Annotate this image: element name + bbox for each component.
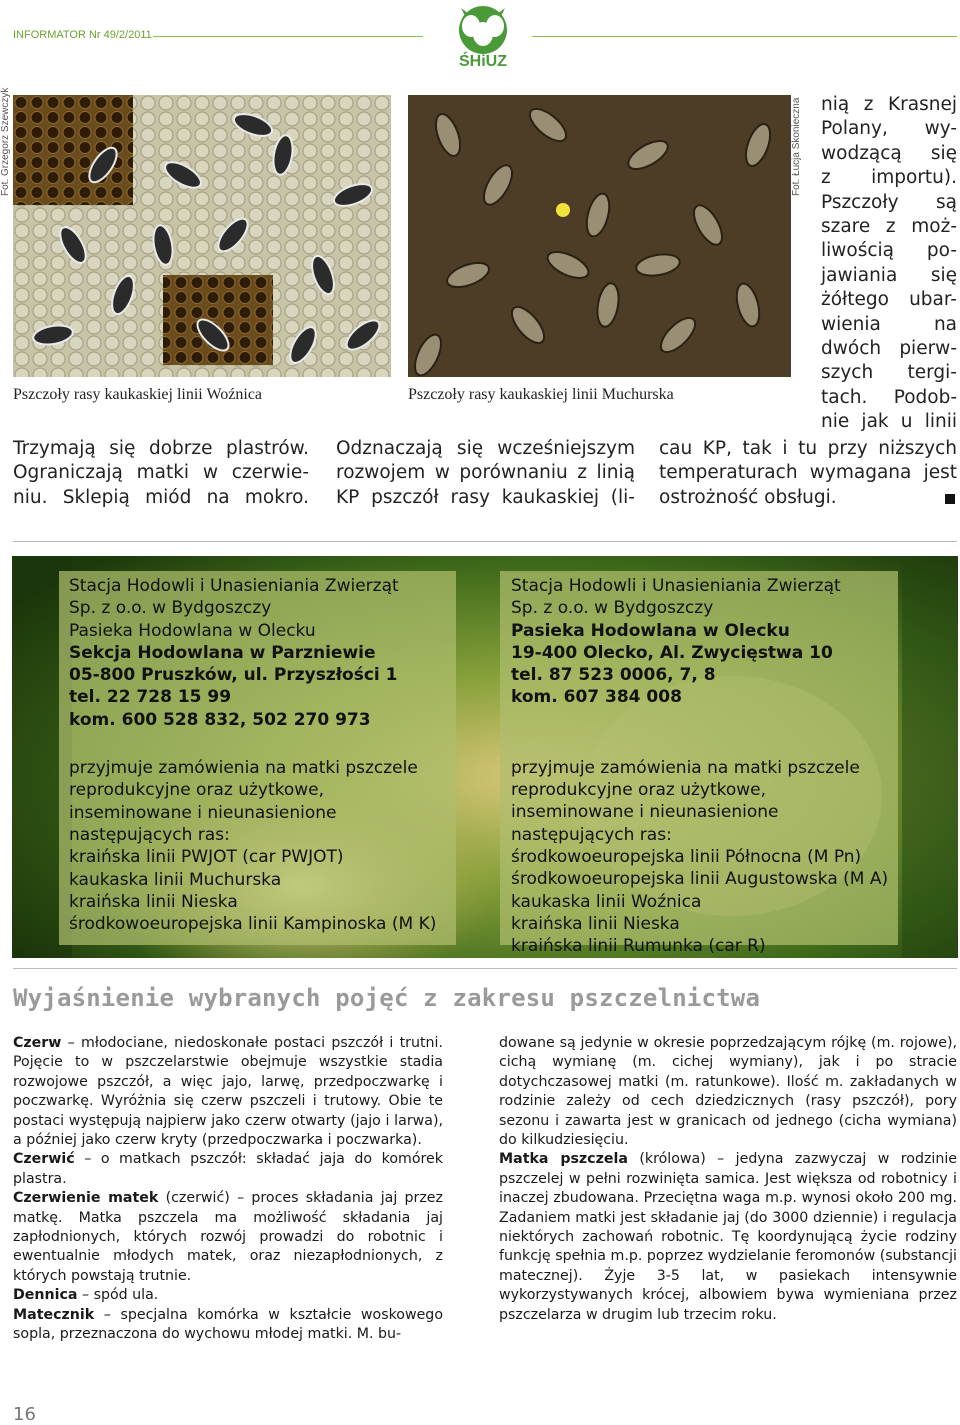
header-rule-right <box>532 36 957 37</box>
glossary-entry: dowane są jedynie w okresie poprzedzającym rójkę (m. rojowe), cichą wymianę (m. cichej wymiany), jak i po stracie dotychczasowej matki (m. ratunkowe). Ilość m. zakładanych w rodzinie zależy od cech dziedzicznych (rasy pszczół), pory sezonu i zawarta jest w granicach od jednego (cicha wymiana) do kilkudziesięciu. <box>499 1035 957 1149</box>
col3-line: wienia na <box>821 313 957 335</box>
advert-right-line: kaukaska linii Woźnica <box>511 891 702 912</box>
col3b-line: cau KP, tak i tu przy niższych <box>659 438 957 459</box>
glossary-entry: Czerwić – o matkach pszczół: składać jaja do komórek plastra. <box>13 1151 443 1187</box>
header-rule-left <box>153 36 423 37</box>
advert-left-line: inseminowane i nieunasienione <box>69 802 337 823</box>
col3-line: tach. Podob- <box>821 386 957 408</box>
col3-line: nie jak u linii <box>821 411 957 433</box>
advert-right-line: środkowoeuropejska linii Północna (M Pn) <box>511 846 862 867</box>
glossary-right-column <box>499 1034 957 1325</box>
column-2-text <box>336 437 635 510</box>
col2-line: rozwojem w porównaniu z linią <box>336 462 635 484</box>
advert-right-line: Sp. z o.o. w Bydgoszczy <box>511 598 714 619</box>
photo-bees-muchurska <box>408 95 791 377</box>
advert-left-line: kraińska linii PWJOT (car PWJOT) <box>69 847 344 868</box>
photo-bees-woznica <box>13 95 391 377</box>
photo-credit-left: Fot. Grzegorz Szewczyk <box>0 87 11 196</box>
advert-left-line: tel. 22 728 15 99 <box>69 687 232 708</box>
column-3-bottom-text <box>659 437 957 510</box>
col1-line: Ograniczają matki w czerwie- <box>13 462 309 484</box>
advert-right-line: reprodukcyjne oraz użytkowe, <box>511 780 767 801</box>
advert-right-line: tel. 87 523 0006, 7, 8 <box>511 665 716 686</box>
advert-left-line: reprodukcyjne oraz użytkowe, <box>69 780 325 801</box>
advert-right-line: kom. 607 384 008 <box>511 687 682 708</box>
advert-left-line: środkowoeuropejska linii Kampinoska (M K) <box>69 914 437 935</box>
advert-right-line: kraińska linii Nieska <box>511 913 680 934</box>
advert-left-text <box>69 575 436 935</box>
col1-line: niu. Sklepią miód na mokro. <box>13 486 309 508</box>
caption-woznica: Pszczoły rasy kaukaskiej linii Woźnica <box>13 386 263 403</box>
end-of-article-square <box>945 494 955 504</box>
svg-text:ŚHiUZ: ŚHiUZ <box>459 53 507 70</box>
col3-line: nią z Krasnej <box>821 94 957 115</box>
advert-right-line: środkowoeuropejska linii Augustowska (M A) <box>511 869 889 890</box>
column-1-text <box>13 437 309 510</box>
advert-right-line: przyjmuje zamówienia na matki pszczele <box>511 757 860 778</box>
col1-line: Trzymają się dobrze plastrów. <box>13 438 309 459</box>
col3-line: liwością po- <box>821 240 957 262</box>
advert-right-line: 19-400 Olecko, Al. Zwycięstwa 10 <box>511 642 833 663</box>
advert-left-line: przyjmuje zamówienia na matki pszczele <box>69 758 418 779</box>
col3b-line: ostrożność obsługi. <box>659 486 837 508</box>
glossary-entry: Matka pszczela (królowa) – jedyna zazwyczaj w rodzinie pszczelej w pełni rozwinięta samica. Jest większa od robotnicy i inaczej zbudowana. Przeciętna waga m.p. wynosi około 200 mg. Zadaniem matki jest składanie jaj (do 3000 dziennie) i regulacja niektórych zachowań robotnic. Tę koordynującą życie rodziny funkcję spełnia m.p. poprzez wydzielanie feromonów (substancji matecznej). Żyje 3-5 lat, w pasiekach intensywnie wykorzystywanych krócej, albowiem bywa wymieniana przez pszczelarza w drugim lub trzecim roku. <box>499 1151 957 1323</box>
col3b-last-line <box>659 486 957 510</box>
advert-right-line: Stacja Hodowli i Unasieniania Zwierząt <box>511 576 841 596</box>
col2-line: KP pszczół rasy kaukaskiej (li- <box>336 486 635 508</box>
advert-left-line: kaukaska linii Muchurska <box>69 869 282 890</box>
advert-right-line: kraińska linii Rumunka (car R) <box>511 936 766 957</box>
col3-line: szare z moż- <box>821 216 957 238</box>
col3-line: z importu). <box>821 167 957 189</box>
col3-line: żółtego ubar- <box>821 289 957 311</box>
shiuz-logo <box>451 4 515 72</box>
advert-left-line: 05-800 Pruszków, ul. Przyszłości 1 <box>69 665 398 686</box>
col3b-line: temperaturach wymagana jest <box>659 462 957 484</box>
advert-left-line: kom. 600 528 832, 502 270 973 <box>69 709 371 730</box>
col3-line: Polany, wy- <box>821 118 957 140</box>
advert-left-line: Stacja Hodowli i Unasieniania Zwierząt <box>69 576 399 596</box>
col3-line: szych tergi- <box>821 362 957 384</box>
section-divider <box>13 541 957 542</box>
col2-line: Odznaczają się wcześniejszym <box>336 438 635 459</box>
advert-left-line: kraińska linii Nieska <box>69 891 238 912</box>
advert-right-line: następujących ras: <box>511 824 672 845</box>
glossary-left-column <box>13 1034 443 1345</box>
advert-left-line: następujących ras: <box>69 824 230 845</box>
advert-right-text <box>511 575 888 957</box>
col3-line: Pszczoły są <box>821 191 957 213</box>
advert-left-line: Sekcja Hodowlana w Parzniewie <box>69 642 376 663</box>
col3-line: wodzącą się <box>821 142 957 164</box>
advert-left-line: Sp. z o.o. w Bydgoszczy <box>69 598 272 619</box>
column-3-top-text <box>821 93 957 435</box>
magazine-title: INFORMATOR Nr 49/2/2011 <box>13 29 152 41</box>
glossary-entry: Czerw – młodociane, niedoskonałe postaci pszczół i trutni. Pojęcie to w pszczelarstwie obejmuje wszystkie stadia rozwojowe pszczół, a więc jajo, larwę, przedpoczwarkę i poczwarkę. Wyróżnia się czerw pszczeli i trutowy. Obie te postaci występują najpierw jako czerw otwarty (jajo i larwa), a później jako czerw kryty (przedpoczwarka i poczwarka). <box>13 1035 443 1149</box>
caption-muchurska: Pszczoły rasy kaukaskiej linii Muchurska <box>408 386 674 403</box>
advertisement-panel <box>12 556 958 958</box>
col3-line: jawiania się <box>821 264 957 286</box>
advert-left-line: Pasieka Hodowlana w Olecku <box>69 620 316 641</box>
glossary-title: Wyjaśnienie wybranych pojęć z zakresu pszczelnictwa <box>13 984 761 1012</box>
advert-right-line: Pasieka Hodowlana w Olecku <box>511 620 790 641</box>
section-divider <box>13 968 957 969</box>
col3-line: dwóch pierw- <box>821 338 957 360</box>
glossary-entry: Dennica – spód ula. <box>13 1287 159 1304</box>
advert-right-line: inseminowane i nieunasienione <box>511 802 779 823</box>
glossary-entry: Matecznik – specjalna komórka w kształcie woskowego sopla, przeznaczona do wychowu młodej matki. M. bu- <box>13 1306 443 1343</box>
glossary-entry: Czerwienie matek (czerwić) – proces składania jaj przez matkę. Matka pszczela ma możliwość składania jaj zapłodnionych, których rozwój prowadzi do robotnic i ewentualnie młodych matek, oraz niezapłodnionych, z których powstają trutnie. <box>13 1190 443 1284</box>
photo-credit-right: Fot. Łucja Skonieczna <box>791 97 802 196</box>
page-number: 16 <box>13 1404 36 1425</box>
